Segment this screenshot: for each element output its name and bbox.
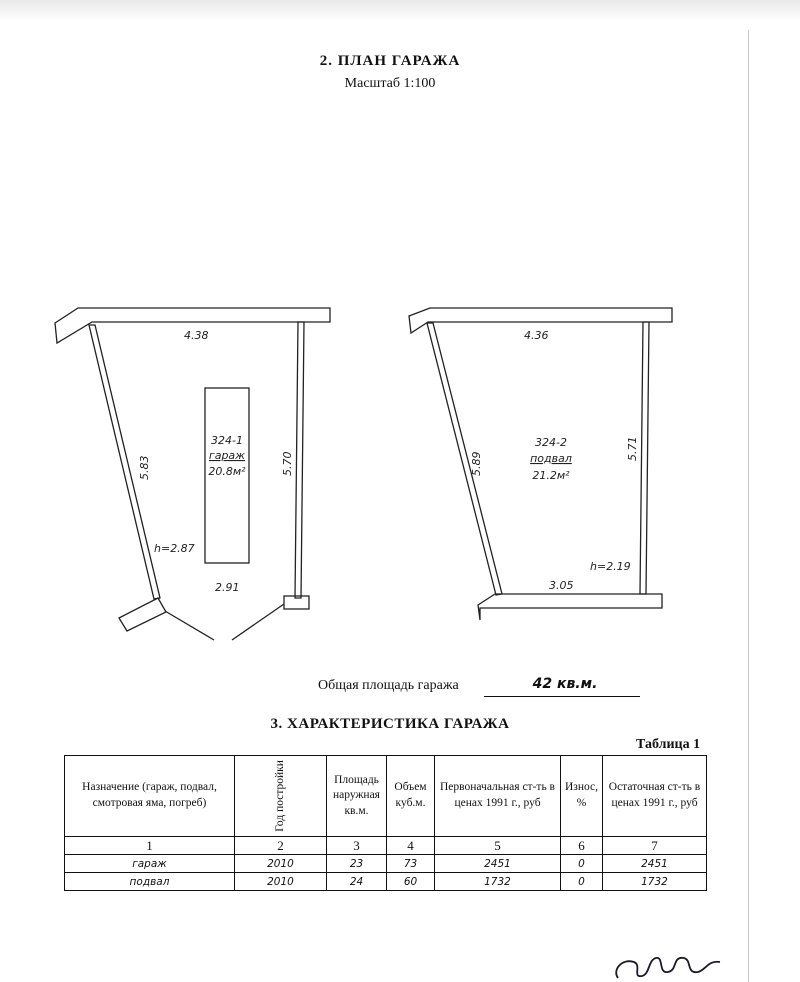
plan-garage-left-side: 5.83 — [138, 455, 151, 480]
col-number: 1 — [65, 837, 235, 855]
total-area-value: 42 кв.м. — [532, 676, 598, 692]
cell-year: 2010 — [235, 855, 327, 873]
cell-volume: 73 — [387, 855, 435, 873]
garage-floor-plans — [0, 290, 750, 660]
plan-basement-top-width: 4.36 — [524, 329, 549, 342]
header-volume: Объем куб.м. — [387, 756, 435, 837]
col-number: 4 — [387, 837, 435, 855]
plan-garage-entrance-left — [165, 611, 214, 640]
plan-basement-right-side: 5.71 — [626, 436, 639, 461]
header-area: Площадь наружная кв.м. — [327, 756, 387, 837]
cell-wear: 0 — [561, 855, 603, 873]
plan-basement-room-name: подвал — [530, 452, 572, 465]
handwritten-signature — [608, 948, 728, 982]
plan-garage-right-side: 5.70 — [281, 451, 294, 476]
cell-year: 2010 — [235, 873, 327, 891]
cell-purpose: подвал — [65, 873, 235, 891]
garage-characteristics-table — [64, 755, 707, 891]
col-number: 3 — [327, 837, 387, 855]
header-initial-cost: Первоначальная ст-ть в ценах 1991 г., руб — [435, 756, 561, 837]
scale-label: Масштаб 1:100 — [344, 76, 436, 91]
header-purpose: Назначение (гараж, подвал, смотровая яма, погреб) — [65, 756, 235, 837]
plan-garage-left-block — [119, 598, 166, 631]
table-label: Таблица 1 — [636, 737, 701, 752]
col-number: 6 — [561, 837, 603, 855]
plan-basement-bottom-wall — [478, 594, 662, 620]
scan-top-shade — [0, 0, 800, 22]
col-number: 5 — [435, 837, 561, 855]
cell-area: 23 — [327, 855, 387, 873]
table-header-row — [65, 756, 707, 837]
plan-basement-room-area: 21.2м² — [532, 469, 570, 482]
plan-garage-height: h=2.87 — [154, 542, 195, 555]
plan-garage-room-id: 324-1 — [211, 434, 243, 447]
cell-volume: 60 — [387, 873, 435, 891]
cell-wear: 0 — [561, 873, 603, 891]
total-area-label: Общая площадь гаража — [318, 678, 459, 693]
table-row-basement — [65, 873, 707, 891]
total-area-underline — [484, 696, 640, 697]
table-column-numbers-row — [65, 837, 707, 855]
header-year — [235, 756, 327, 837]
plan-garage-entrance-right — [232, 604, 284, 640]
col-number: 7 — [603, 837, 707, 855]
cell-residual-cost: 2451 — [603, 855, 707, 873]
plan-garage-top-width: 4.38 — [184, 329, 209, 342]
plan-basement-left-wall — [427, 323, 502, 595]
plan-basement-left-side: 5.89 — [470, 451, 483, 476]
col-number: 2 — [235, 837, 327, 855]
cell-area: 24 — [327, 873, 387, 891]
plan-garage-room-area: 20.8м² — [208, 465, 246, 478]
table-row-garage — [65, 855, 707, 873]
plan-basement-room-id: 324-2 — [535, 436, 567, 449]
section-2-title: 2. ПЛАН ГАРАЖА — [319, 53, 461, 69]
header-wear: Износ, % — [561, 756, 603, 837]
plan-garage-bottom-width: 2.91 — [215, 581, 240, 594]
plan-garage-right-wall — [295, 322, 304, 598]
plan-basement-right-wall — [640, 322, 649, 594]
header-residual-cost: Остаточная ст-ть в ценах 1991 г., руб — [603, 756, 707, 837]
header-year-text: Год постройки — [273, 760, 286, 832]
plan-basement-bottom-width: 3.05 — [549, 579, 574, 592]
cell-initial-cost: 2451 — [435, 855, 561, 873]
plan-basement-height: h=2.19 — [590, 560, 631, 573]
section-3-title: 3. ХАРАКТЕРИСТИКА ГАРАЖА — [270, 716, 510, 732]
cell-purpose: гараж — [65, 855, 235, 873]
cell-residual-cost: 1732 — [603, 873, 707, 891]
cell-initial-cost: 1732 — [435, 873, 561, 891]
plan-garage-room-name: гараж — [208, 449, 246, 462]
